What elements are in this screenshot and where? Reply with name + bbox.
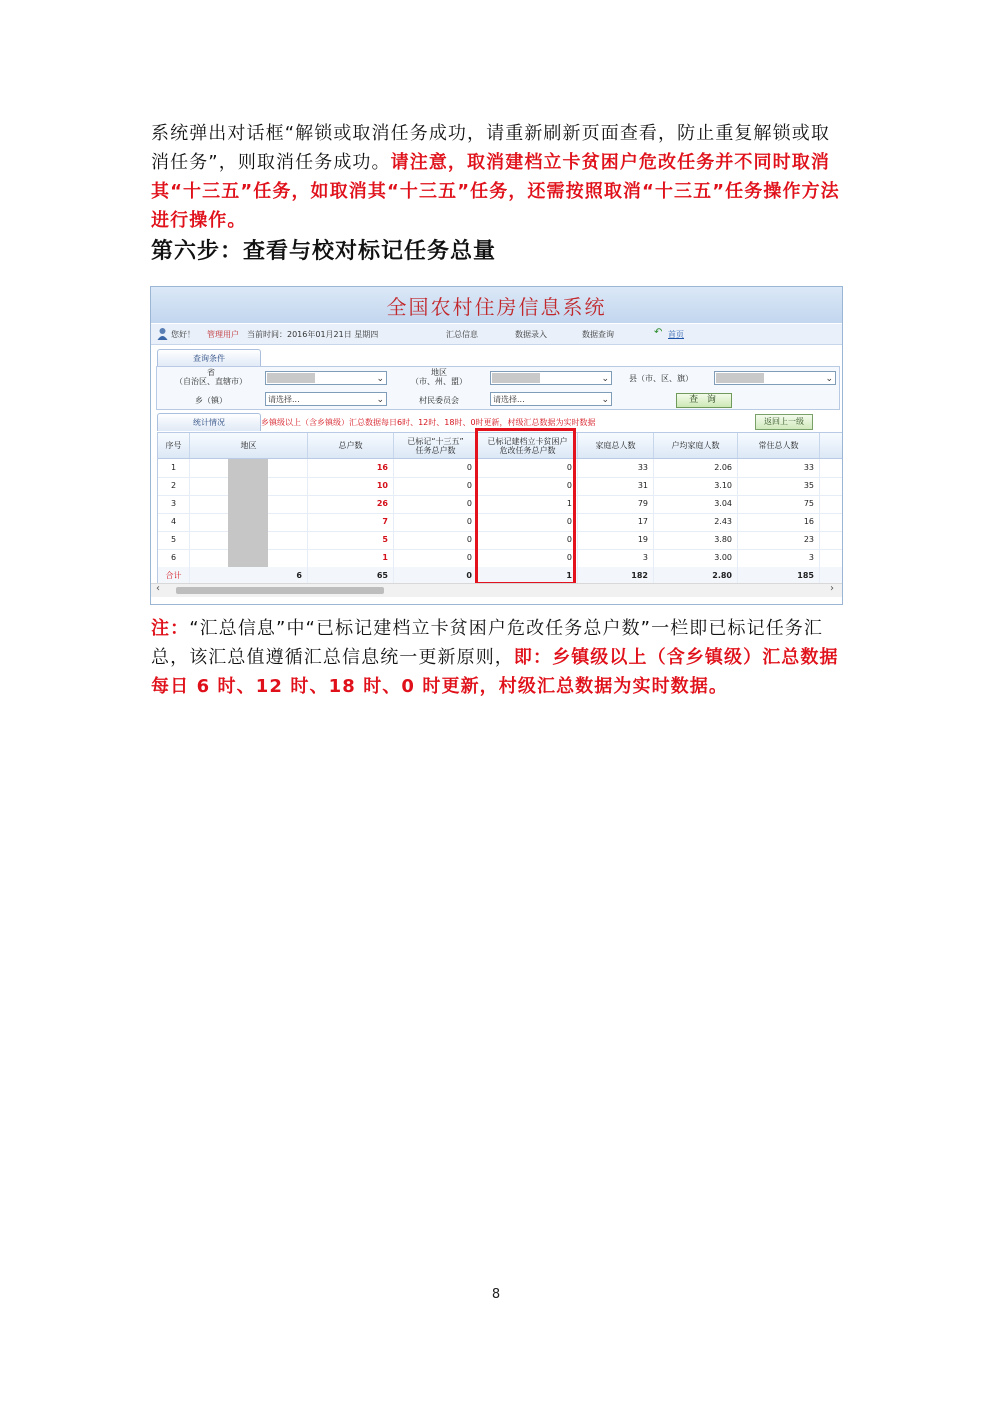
back-up-level-button[interactable]: 返回上一级	[755, 414, 813, 430]
row-resident-total: 35	[738, 477, 820, 495]
nav-home[interactable]: 首页	[668, 330, 684, 339]
total-households: 65	[308, 567, 394, 585]
scroll-right-icon[interactable]: ›	[830, 583, 834, 594]
row-index: 3	[158, 495, 190, 513]
village-label: 村民委员会	[419, 396, 459, 405]
county-label: 县（市、区、旗）	[629, 374, 693, 383]
row-poverty-tasks: 0	[478, 477, 578, 495]
header-region: 地区	[190, 433, 308, 458]
return-arrow-icon: ↶	[654, 327, 663, 338]
system-screenshot	[150, 286, 843, 605]
header-total-households: 总户数	[308, 433, 394, 458]
row-poverty-tasks: 0	[478, 549, 578, 567]
row-region	[190, 477, 308, 495]
header-family-members: 家庭总人数	[578, 433, 654, 458]
row-total-households[interactable]: 5	[308, 531, 394, 549]
row-average-members: 2.43	[654, 513, 738, 531]
row-resident-total: 16	[738, 513, 820, 531]
total-label: 合计	[158, 567, 190, 585]
total-region-count: 6	[190, 567, 308, 585]
header-resident-total: 常住总人数	[738, 433, 820, 458]
row-average-members: 2.06	[654, 459, 738, 477]
chevron-down-icon: ⌄	[601, 374, 609, 384]
chevron-down-icon: ⌄	[601, 395, 609, 405]
redacted-region	[228, 477, 268, 495]
chevron-down-icon: ⌄	[376, 395, 384, 405]
row-index: 6	[158, 549, 190, 567]
warning-text: 请注意，取消建档立卡贫困户危改任务并不同时取消其“十三五”任务，如取消其“十三五”任务，还需按照取消“十三五”任务操作方法进行操作。	[151, 152, 840, 231]
scroll-left-icon[interactable]: ‹	[156, 583, 160, 594]
row-135-tasks: 0	[394, 477, 478, 495]
query-button[interactable]: 查 询	[676, 393, 732, 408]
row-135-tasks: 0	[394, 459, 478, 477]
redacted-value	[716, 373, 764, 383]
user-bar	[151, 324, 842, 345]
scroll-thumb[interactable]	[176, 587, 384, 594]
total-average-members: 2.80	[654, 567, 738, 585]
row-family-members: 33	[578, 459, 654, 477]
row-family-members: 17	[578, 513, 654, 531]
row-index: 4	[158, 513, 190, 531]
row-135-tasks: 0	[394, 531, 478, 549]
header-poverty-renovation-tasks: 已标记建档立卡贫困户 危改任务总户数	[478, 433, 578, 458]
total-135-tasks: 0	[394, 567, 478, 585]
note-lead: 注：	[151, 618, 190, 639]
total-poverty-tasks: 1	[478, 567, 578, 585]
update-note: 乡镇级以上（含乡镇级）汇总数据每日6时、12时、18时、0时更新，村级汇总数据为实时数据	[261, 418, 596, 427]
tab-statistics[interactable]: 统计情况	[157, 413, 261, 431]
county-select[interactable]	[714, 371, 836, 385]
row-total-households[interactable]: 7	[308, 513, 394, 531]
row-135-tasks: 0	[394, 549, 478, 567]
row-135-tasks: 0	[394, 513, 478, 531]
row-resident-total: 3	[738, 549, 820, 567]
instruction-text: 系统弹出对话框“解锁或取消任务成功，请重新刷新页面查看，防止重复解锁或取消任务”，则取消任务成功。	[151, 123, 830, 173]
row-family-members: 79	[578, 495, 654, 513]
row-poverty-tasks: 1	[478, 495, 578, 513]
row-135-tasks: 0	[394, 495, 478, 513]
header-index: 序号	[158, 433, 190, 458]
horizontal-scrollbar[interactable]	[151, 583, 842, 597]
note-text: “汇总信息”中“已标记建档立卡贫困户危改任务总户数”一栏即已标记任务汇总，该汇总值遵循汇总信息统一更新原则，	[151, 618, 824, 668]
row-region	[190, 459, 308, 477]
row-resident-total: 75	[738, 495, 820, 513]
greeting-text: 您好！	[171, 330, 195, 339]
row-poverty-tasks: 0	[478, 531, 578, 549]
step-heading: 第六步：查看与校对标记任务总量	[151, 239, 497, 264]
chevron-down-icon: ⌄	[376, 374, 384, 384]
total-resident-total: 185	[738, 567, 820, 585]
row-poverty-tasks: 0	[478, 513, 578, 531]
township-label: 乡（镇）	[195, 396, 227, 405]
township-select[interactable]	[265, 392, 387, 406]
redacted-region	[228, 513, 268, 531]
row-index: 2	[158, 477, 190, 495]
row-total-households[interactable]: 26	[308, 495, 394, 513]
redacted-region	[228, 549, 268, 567]
banner	[151, 287, 842, 323]
region-label: 地区 （市、州、盟）	[411, 368, 467, 386]
row-average-members: 3.04	[654, 495, 738, 513]
row-region	[190, 531, 308, 549]
current-time: 当前时间：2016年01月21日 星期四	[247, 330, 379, 339]
village-select[interactable]	[490, 392, 612, 406]
nav-data-entry[interactable]: 数据录入	[515, 330, 547, 339]
region-select[interactable]	[490, 371, 612, 385]
row-total-households[interactable]: 16	[308, 459, 394, 477]
row-family-members: 19	[578, 531, 654, 549]
nav-summary-info[interactable]: 汇总信息	[446, 330, 478, 339]
row-resident-total: 33	[738, 459, 820, 477]
village-select-value: 请选择...	[493, 395, 525, 404]
row-total-households[interactable]: 1	[308, 549, 394, 567]
redacted-region	[228, 495, 268, 513]
row-region	[190, 513, 308, 531]
row-index: 5	[158, 531, 190, 549]
province-select[interactable]	[265, 371, 387, 385]
redacted-region	[228, 531, 268, 549]
row-index: 1	[158, 459, 190, 477]
redacted-value	[267, 373, 315, 383]
total-family-members: 182	[578, 567, 654, 585]
redacted-value	[492, 373, 540, 383]
row-poverty-tasks: 0	[478, 459, 578, 477]
nav-data-query[interactable]: 数据查询	[582, 330, 614, 339]
system-title: 全国农村住房信息系统	[386, 295, 607, 319]
highlight-box	[475, 428, 576, 585]
row-family-members: 31	[578, 477, 654, 495]
row-region	[190, 495, 308, 513]
row-resident-total: 23	[738, 531, 820, 549]
row-average-members: 3.10	[654, 477, 738, 495]
row-average-members: 3.00	[654, 549, 738, 567]
header-average-members: 户均家庭人数	[654, 433, 738, 458]
instruction-paragraph	[151, 119, 841, 235]
user-name: 管理用户	[207, 330, 239, 339]
user-icon	[157, 327, 168, 340]
township-select-value: 请选择...	[268, 395, 300, 404]
tab-query-conditions[interactable]: 查询条件	[157, 349, 261, 367]
chevron-down-icon: ⌄	[825, 374, 833, 384]
row-family-members: 3	[578, 549, 654, 567]
header-135-tasks: 已标记“十三五” 任务总户数	[394, 433, 478, 458]
province-label: 省 （自治区、直辖市）	[175, 368, 247, 386]
row-total-households[interactable]: 10	[308, 477, 394, 495]
row-region	[190, 549, 308, 567]
page-number: 8	[491, 1287, 501, 1302]
note-paragraph	[151, 614, 841, 701]
note-red-text: 即：乡镇级以上（含乡镇级）汇总数据每日 6 时、12 时、18 时、0 时更新，村级汇总数据为实时数据。	[151, 647, 839, 697]
redacted-region	[228, 459, 268, 477]
row-average-members: 3.80	[654, 531, 738, 549]
